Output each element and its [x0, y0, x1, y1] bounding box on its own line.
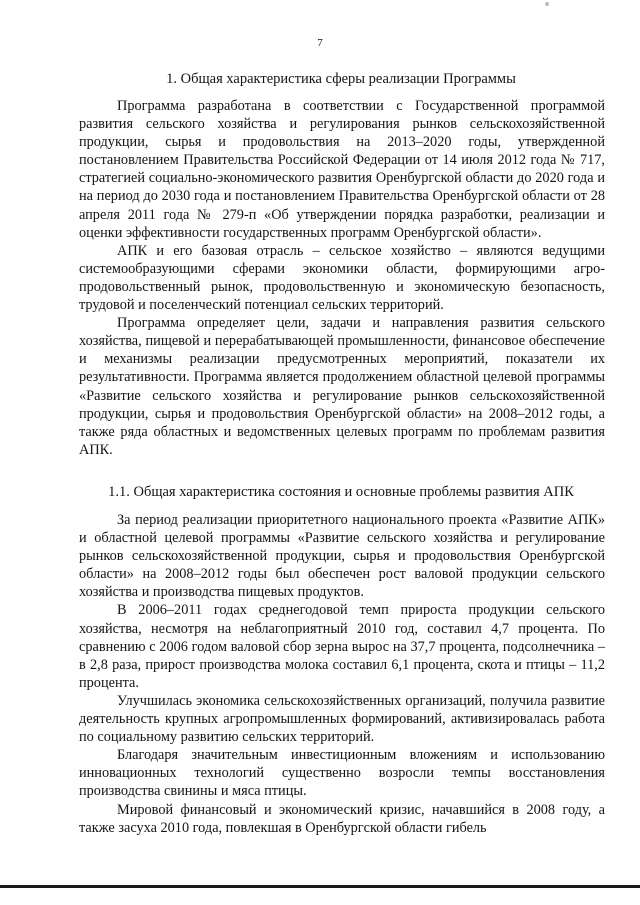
bottom-rule [0, 885, 640, 888]
section-body [79, 97, 605, 459]
scan-speck [545, 2, 549, 6]
paragraph: За период реализации приоритетного национального проекта «Развитие АПК» и областной целевой программы «Развитие сельского хозяйства и регулирование рынков сельскохозяйственной продукции, сырья и продовольствия Оренбургской области» на 2008–2012 годы был обеспечен рост валовой продукции сельского хозяйства и производства пищевых продуктов. [79, 512, 605, 601]
paragraph: Улучшилась экономика сельскохозяйственных организаций, получила развитие деятельность крупных агропромышленных формирований, активизировалась работа по социальному развитию сельских территорий. [79, 692, 605, 746]
paragraph: В 2006–2011 годах среднегодовой темп прироста продукции сельского хозяйства, несмотря на неблагоприятный 2010 год, составил 4,7 процента. По сравнению с 2006 годом валовой сбор зерна вырос на 37,7 процента, подсолнечника – в 2,8 раза, прирост производства молока составил 6,1 процента, скота и птицы – 11,2 процента. [79, 602, 605, 691]
section-heading: 1. Общая характеристика сферы реализации Программы [166, 71, 516, 87]
subsection-heading: 1.1. Общая характеристика состояния и основные проблемы развития АПК [108, 484, 574, 500]
paragraph: Программа разработана в соответствии с Государственной программой развития сельского хозяйства и регулирования рынков сельскохозяйственной продукции, сырья и продовольствия на 2013–2020 годы, утвержденной постановлением Правительства Российской Федерации от 14 июля 2012 года № 717, стратегией социально-экономического развития Оренбургской области до 2020 года и на период до 2030 года и постановлением Правительства Оренбургской области от 28 апреля 2011 года № 279-п «Об утверждении порядка разработки, реализации и оценки эффективности государственных программ Оренбургской области». [79, 98, 605, 241]
paragraph: Мировой финансовый и экономический кризис, начавшийся в 2008 году, а также засуха 2010 года, повлекшая в Оренбургской области гибель [79, 801, 605, 836]
paragraph: Благодаря значительным инвестиционным вложениям и использованию инновационных технологий существенно возросли темпы восстановления производства свинины и мяса птицы. [79, 747, 605, 800]
subsection-body [79, 511, 605, 837]
paragraph: Программа определяет цели, задачи и направления развития сельского хозяйства, пищевой и перерабатывающей промышленности, финансовое обеспечение и механизмы реализации предусмотренных мероприятий, показатели их результативности. Программа является продолжением областной целевой программы «Развитие сельского хозяйства и регулирование рынков сельскохозяйственной продукции, сырья и продовольствия Оренбургской области» на 2008–2012 годы, а также ряда областных и ведомственных целевых программ по проблемам развития АПК. [79, 315, 605, 458]
page-number: 7 [317, 37, 323, 49]
paragraph: АПК и его базовая отрасль – сельское хозяйство – являются ведущими системообразующими сферами экономики области, формирующими агропродовольственный рынок, продовольственную и экономическую безопасность, трудовой и поселенческий потенциал сельских территорий. [79, 242, 605, 314]
